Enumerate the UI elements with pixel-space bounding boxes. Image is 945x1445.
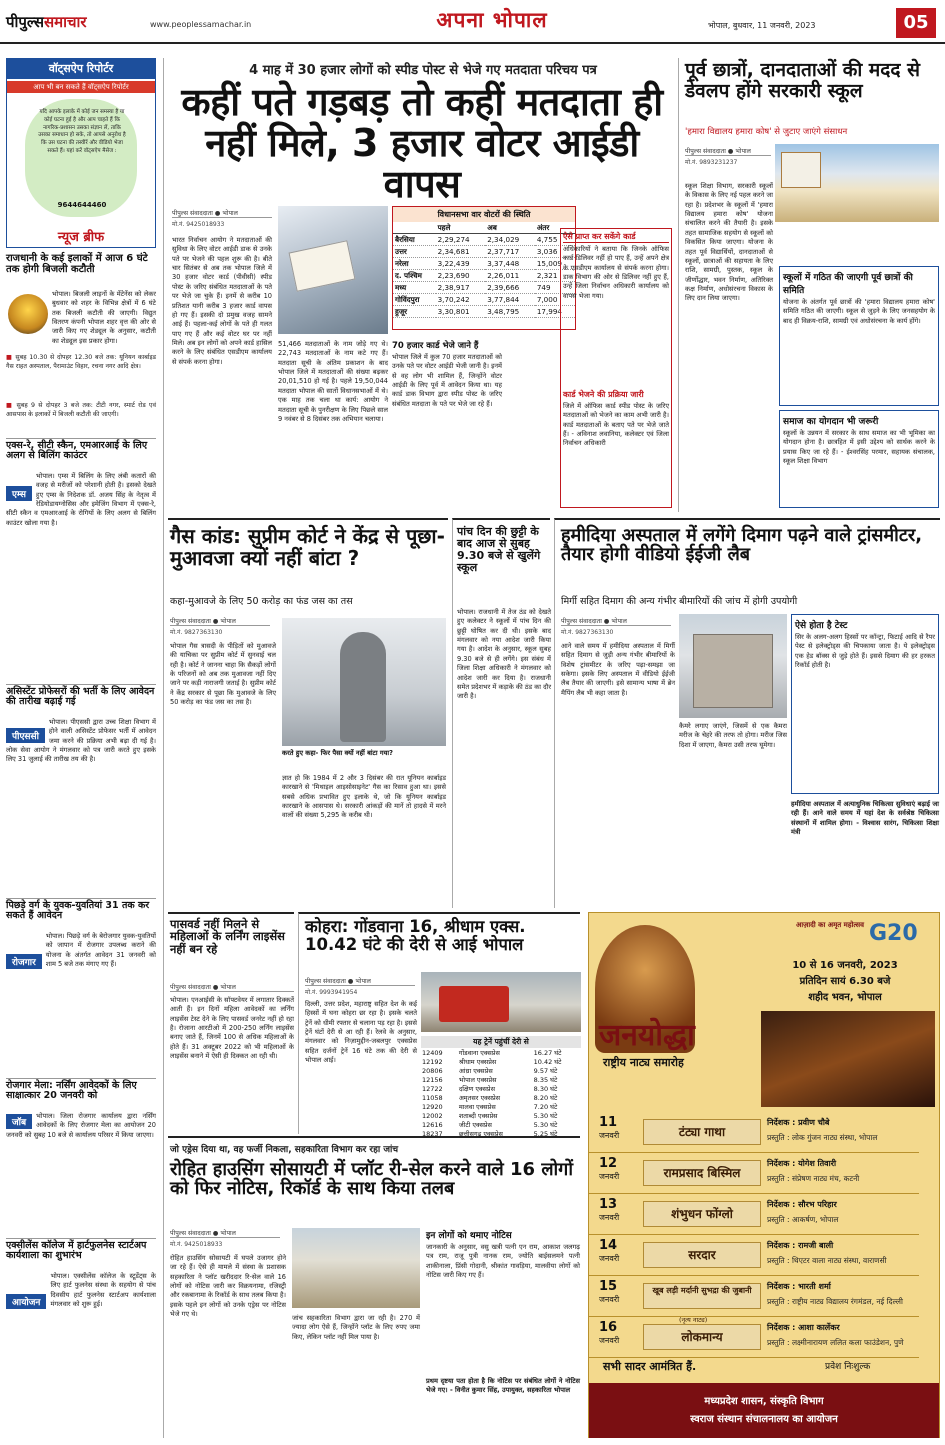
- school-body: स्कूल शिक्षा विभाग, सरकारी स्कूलों के विकास के लिए नई पहल करने जा रहा है। प्रदेशभर के स्कूलों में 'हमारा विद्यालय हमारा कोष' योजना संचालित करने की तैयारी है। इसके तहत सामाजिक सहयोग से स्कूलों को विकसित किया जाएगा। योजना के तहत पूर्व विद्यार्थियों, दानदाताओं से स्कूलों, छात्राओं की सहायता के लिए राशि, सामग्री, पुस्तक, स्कूल के जीर्णोद्धार, भवन निर्माण, अतिरिक्त कक्ष निर्माण, अधोसंरचना विकास के लिए दान लिया जाएगा।: [685, 182, 773, 303]
- poster-title: जनयोद्धा: [599, 1018, 695, 1053]
- play-day: 15: [599, 1279, 618, 1294]
- train-table-cell: छत्तीसगढ़ एक्सप्रेस: [458, 1130, 503, 1138]
- voter-table-cell: उत्तर: [393, 246, 436, 258]
- play-presenter: प्रस्तुति : लोक गुंजन नाट्य संस्था, भोपाल: [767, 1133, 878, 1142]
- play-date: [599, 1320, 639, 1346]
- voter-table-cell: 2,37,717: [485, 246, 535, 258]
- masthead-rule: [0, 42, 945, 44]
- play-title: सरदार: [643, 1242, 761, 1268]
- play-row: [589, 1277, 919, 1317]
- whatsapp-title: वॉट्सऐप रिपोर्टर: [7, 59, 155, 79]
- whatsapp-box: [6, 58, 156, 248]
- school-subhead: 'हमारा विद्यालय हमारा कोष' से जुटाए जाएंगे संसाधन: [685, 127, 848, 137]
- gas-headline: गैस कांड: सुप्रीम कोर्ट ने केंद्र से पूछा-मुआवजा क्यों नहीं बांटा ?: [170, 524, 445, 570]
- voter-table-cell: द. पश्चिम: [393, 270, 436, 282]
- vt-head-1: पहले: [436, 222, 486, 234]
- voter-table-row: [393, 258, 575, 270]
- brief3-body: भोपाल। पीएससी द्वारा उच्च शिक्षा विभाग में होने वाली असिस्टेंट प्रोफेसर भर्ती में आवेदन जमा करने की प्रक्रिया अभी बढ़ा दी गई है। लोक सेवा आयोग ने मंगलवार को पत्र जारी करते हुए इसके लिए 31 जुलाई की तारीख तय की है।: [6, 718, 156, 764]
- train-table-cell: शताब्दी एक्सप्रेस: [458, 1112, 498, 1120]
- voter-table-cell: 2,26,011: [485, 270, 535, 282]
- hamidia-quote: हमीदिया अस्पताल में अत्याधुनिक चिकित्सा सुविधाएं बढ़ाई जा रही हैं। आने वाले समय में यहां देश के सर्वश्रेष्ठ चिकित्सा संस्थानों में शामिल होगा। - विश्वास सारंग, चिकित्सा शिक्षा मंत्री: [791, 800, 939, 837]
- hamidia-story: [554, 518, 940, 908]
- vt-head-0: [393, 222, 436, 234]
- box-get-card-head: ऐसे प्राप्त कर सकेंगे कार्ड: [563, 231, 669, 243]
- hamidia-box-text: सिर के अलग-अलग हिस्सों पर कॉन्ट्रा, फिटाई आदि से रैपर पेस्ट से इलेक्ट्रोड्स की चिपकाया जाता है। ये इलेक्ट्रोड्स एक हेड बॉक्स से जुड़े होते हैं। इससे दिमाग की हर हरकत रिकॉर्ड होती है।: [795, 633, 935, 670]
- train-table-cell: श्रीधाम एक्सप्रेस: [458, 1058, 497, 1066]
- dateline: भोपाल, बुधवार, 11 जनवरी, 2023: [708, 21, 816, 30]
- play-date: [599, 1115, 639, 1141]
- play-director: निर्देशक : भारती शर्मा: [767, 1282, 831, 1291]
- fog-byline: पीपुल्स संवाददाता ● भोपाल: [305, 976, 415, 986]
- train-table-cell: 5.30 घंटे: [533, 1121, 558, 1129]
- play-director: निर्देशक : योगेश तिवारी: [767, 1159, 837, 1168]
- train-table-cell: 12409: [422, 1048, 443, 1057]
- school-story: [678, 58, 940, 512]
- voter-table-cell: 4,755: [535, 234, 575, 246]
- play-day: 12: [599, 1156, 618, 1171]
- voter-table-box: [392, 206, 576, 330]
- hamidia-box-head: ऐसे होता है टेस्ट: [795, 621, 848, 631]
- train-table-cell: 12002: [422, 1111, 443, 1120]
- vt-head-3: अंतर: [535, 222, 575, 234]
- schools-open-body: भोपाल। राजधानी में तेज ठंड को देखते हुए कलेक्टर ने स्कूलों में पांच दिन की छुट्टी घोषित कर दी थी। इसके बाद मंगलवार को नया आदेश जारी किया गया है। आदेश के अनुसार, स्कूल सुबह 9.30 बजे से ही लगेंगे। इस संबंध में जिला शिक्षा अधिकारी ने मंगलवार को आदेश जारी कर दिया है। राजधानी समेत प्रदेशभर में कड़ाके की ठंड का दौर जारी है।: [457, 608, 552, 701]
- train-table-cell: 12616: [422, 1120, 443, 1129]
- train-table-row: [421, 1084, 581, 1093]
- lead-kicker: 4 माह में 30 हजार लोगों को स्पीड पोस्ट से भेजे गए मतदाता परिचय पत्र: [249, 63, 597, 78]
- play-date: [599, 1156, 639, 1182]
- voter-table-row: [393, 282, 575, 294]
- lead-story: [168, 58, 673, 508]
- lead-headline: कहीं पते गड़बड़ तो कहीं मतदाता ही नहीं मिले, 3 हजार वोटर आईडी वापस: [181, 80, 663, 207]
- train-table-cell: 5.30 घंटे: [533, 1112, 558, 1120]
- gas-story: [168, 518, 448, 908]
- poster-org-1: मध्यप्रदेश शासन, संस्कृति विभाग: [704, 1396, 824, 1407]
- hamidia-mobile: मो.नं. 9827363130: [561, 629, 614, 636]
- voter-table-cell: 2,34,029: [485, 234, 535, 246]
- housing-photo: [292, 1228, 420, 1308]
- play-presenter: प्रस्तुति : लक्ष्मीनारायण ललित कला फाउंडेशन, पुणे: [767, 1338, 904, 1347]
- train-table: [421, 1048, 581, 1138]
- brief2-headline: एक्स-रे, सीटी स्कैन, एमआरआई के लिए अलग से बिलिंग काउंटर: [6, 438, 156, 468]
- license-byline: पीपुल्स संवाददाता ● भोपाल: [170, 982, 294, 992]
- play-row: [589, 1318, 919, 1358]
- hamidia-subhead: मिर्गी सहित दिमाग की अन्य गंभीर बीमारियों की जांच में होगी उपयोगी: [561, 596, 798, 607]
- voter-table-cell: 3,22,439: [436, 258, 486, 270]
- train-table-cell: 5.25 घंटे: [533, 1130, 558, 1138]
- voter-table-cell: गोविंदपुरा: [393, 294, 436, 306]
- box-70k-text: भोपाल जिले में कुल 70 हजार मतदाताओं को उनके पते पर वोटर आईडी भेजी जानी है। इनमें से वह लोग भी शामिल हैं, जिन्होंने वोटर आईडी के लिए पूर्व में आवेदन किया था। यह कार्ड डाक विभाग द्वारा स्पीड पोस्ट के जरिए संबंधित मतदाता के पते पर भेजे जा रहे हैं।: [392, 353, 502, 408]
- fog-mobile: मो.नं. 9993941954: [305, 989, 358, 996]
- housing-notice-text: जानकारी के अनुसार, वसु खत्री पत्नी एन राम, आकाश जलगढ़ पत्र राम, राजू पुत्री नानक राम, ज्योति बाईसलमने पत्नी शाकीनाला, प्रिंसी गोदानी, श्रीकांत गावड़िया, मालवीया लोगों को नोटिस जारी किए गए हैं।: [426, 1243, 580, 1280]
- brief5-label: जॉब: [6, 1114, 32, 1129]
- play-month: जनवरी: [599, 1131, 620, 1140]
- play-date: [599, 1238, 639, 1264]
- train-table-cell: 9.57 घंटे: [533, 1067, 558, 1075]
- brief6-headline: एक्सीलेंस कॉलेज में हार्टफुलनेस स्टार्टअप कार्यशाला का शुभारंभ: [6, 1238, 156, 1268]
- brief4-label: रोजगार: [6, 954, 42, 969]
- train-table-cell: 20806: [422, 1066, 443, 1075]
- train-table-cell: 8.35 घंटे: [533, 1076, 558, 1084]
- play-note: (नृत्य नाट्य): [679, 1316, 708, 1324]
- gas-statue-photo: [282, 618, 446, 746]
- train-table-cell: 12192: [422, 1057, 443, 1066]
- section-title: अपना भोपाल: [436, 7, 548, 32]
- masthead-logo[interactable]: [6, 12, 136, 36]
- train-table-row: [421, 1102, 581, 1111]
- play-title: रामप्रसाद बिस्मिल: [643, 1160, 761, 1186]
- poster-dates: 10 से 16 जनवरी, 2023: [792, 960, 898, 971]
- brief4-body-wrap: [6, 932, 156, 1006]
- train-table-row: [421, 1048, 581, 1057]
- box-70k-head: 70 हजार कार्ड भेजे जाने हैं: [392, 341, 479, 351]
- voter-table-body: [393, 234, 575, 318]
- whatsapp-subtitle: आप भी बन सकते हैं वॉट्सऐप रिपोर्टर: [7, 81, 155, 93]
- housing-mobile: मो.नं. 9425018933: [170, 1241, 223, 1248]
- gas-subhead: कहा-मुआवजे के लिए 50 करोड़ का फंड जस का तस: [170, 596, 353, 607]
- hospital-photo: [679, 614, 787, 718]
- schools-open-headline: पांच दिन की छुट्टी के बाद आज से सुबह 9.30 बजे से खुलेंगे स्कूल: [457, 525, 541, 574]
- train-table-row: [421, 1111, 581, 1120]
- housing-headline: रोहित हाउसिंग सोसायटी में प्लॉट री-सेल करने वाले 16 लोगों को फिर नोटिस, रिकॉर्ड के साथ किया तलब: [170, 1159, 573, 1200]
- voter-table-cell: 2,39,666: [485, 282, 535, 294]
- train-table-cell: अमृतसर एक्सप्रेस: [458, 1094, 501, 1102]
- play-day: 13: [599, 1197, 618, 1212]
- brief6-label: आयोजन: [6, 1294, 46, 1309]
- schools-open-story: [452, 518, 550, 908]
- school-box2-text: स्कूलों के उन्नयन में सरकार के साथ समाज का भी भूमिका का योगदान होना है। छात्रहित में इसी उद्देश्य को सार्थक करने के प्रयास किए जा रहे हैं। - ईश्वरसिंह परमार, सहायक संचालक, स्कूल शिक्षा विभाग: [783, 429, 935, 466]
- play-schedule: [589, 1113, 941, 1359]
- logo-part-a: पीपुल्स: [6, 13, 45, 31]
- train-table-cell: आंध्रा एक्सप्रेस: [458, 1067, 493, 1075]
- play-title: शंभुधन फोंग्लो: [643, 1201, 761, 1227]
- play-row: [589, 1195, 919, 1235]
- school-headline: पूर्व छात्रों, दानदाताओं की मदद से डेवलप होंगे सरकारी स्कूल: [685, 59, 920, 102]
- train-table-box: [421, 1036, 581, 1136]
- school-byline: पीपुल्स संवाददाता ● भोपाल: [685, 146, 771, 156]
- play-day: 11: [599, 1115, 618, 1130]
- box-get-card: [560, 228, 672, 508]
- play-month: जनवरी: [599, 1213, 620, 1222]
- voter-table-cell: बैरसिया: [393, 234, 436, 246]
- poster-time: प्रतिदिन सायं 6.30 बजे: [799, 976, 891, 987]
- play-director: निर्देशक : सौरभ परिहार: [767, 1200, 837, 1209]
- voter-table: [393, 222, 575, 318]
- lead-mobile: मो.नं. 9425018933: [172, 221, 225, 228]
- lead-col1: भारत निर्वाचन आयोग ने मतदाताओं की सुविधा के लिए वोटर आईडी डाक से उनके पते पर भेजने की पहल शुरू की है। बीते चार सितंबर से अब तक भोपाल जिले में 30 हजार वोटर कार्ड (पीवीसी) स्पीड पोस्ट के जरिए संबंधित मतदाताओं के पते पर भेजे जा चुके हैं। इनमें से करीब 10 प्रतिशत यानी करीब 3 हजार कार्ड वापस हो गए हैं। इसकी दो प्रमुख वजह सामने आई हैं। पहला-कई लोगों के पते ही गलत पाए गए हैं और कई वोटर घर पर नहीं मिले। अब इन लोगों को अपने कार्ड हासिल करने के लिए संबंधित एसडीएम कार्यालय से संपर्क करना होगा।: [172, 236, 272, 366]
- play-director: निर्देशक : रामजी बाली: [767, 1241, 834, 1250]
- train-table-cell: मालवा एक्सप्रेस: [458, 1103, 496, 1111]
- play-presenter: प्रस्तुति : आकर्षण, भोपाल: [767, 1215, 839, 1224]
- housing-note: प्रथम दृष्टया पता होता है कि नोटिस पर संबंधित लोगों ने नोटिस भेजे गए। - विनीत कुमार सिंह, उपायुक्त, सहकारिता भोपाल: [426, 1377, 580, 1395]
- brief6-body-wrap: [6, 1272, 156, 1346]
- poster-subtitle: राष्ट्रीय नाट्य समारोह: [603, 1056, 684, 1069]
- train-table-row: [421, 1066, 581, 1075]
- gas-caption: करते हुए कहा- फिर पैसा क्यों नहीं बांटा गया?: [282, 749, 393, 757]
- brief2-body-wrap: [6, 472, 156, 562]
- brief2-label: एम्स: [6, 486, 32, 501]
- statue-figure: [340, 632, 386, 742]
- school-building: [781, 152, 821, 188]
- play-date: [599, 1279, 639, 1305]
- play-title: खूब लड़ी मर्दानी सुभद्रा की जुबानी: [643, 1283, 761, 1309]
- train-table-cell: गोंडवाना एक्सप्रेस: [458, 1049, 500, 1057]
- voter-table-cell: 7,000: [535, 294, 575, 306]
- voter-table-row: [393, 270, 575, 282]
- voter-table-cell: 3,77,844: [485, 294, 535, 306]
- whatsapp-phone[interactable]: 9644644460: [57, 201, 107, 209]
- voter-table-cell: नरेला: [393, 258, 436, 270]
- train-table-row: [421, 1093, 581, 1102]
- page-number: 05: [896, 8, 936, 38]
- poster-free-entry: प्रवेश निःशुल्क: [825, 1362, 871, 1372]
- voter-table-cell: मध्य: [393, 282, 436, 294]
- brief3-label: पीएससी: [6, 728, 45, 743]
- g20-logo: G20: [869, 921, 918, 946]
- train-table-cell: भोपाल एक्सप्रेस: [458, 1076, 497, 1084]
- train-table-row: [421, 1057, 581, 1066]
- school-box-head: स्कूलों में गठित की जाएगी पूर्व छात्रों की समिति: [783, 273, 913, 296]
- fog-story: [298, 912, 580, 1138]
- play-director: निर्देशक : आशा कार्लेकर: [767, 1323, 840, 1332]
- poster-venue: शहीद भवन, भोपाल: [808, 992, 882, 1003]
- brief6-body: भोपाल। एक्सीलेंस कॉलेज के स्टूडेंट्स के लिए हार्ट फुलनेस संस्था के सहयोग से पांच दिवसीय हार्ट फुलनेस स्टार्टअप कार्यशाला मंगलवार को शुरू हुई।: [50, 1272, 156, 1309]
- gas-byline: पीपुल्स संवाददाता ● भोपाल: [170, 616, 270, 626]
- play-presenter: प्रस्तुति : संप्रेषण नाट्य मंच, कटनी: [767, 1174, 860, 1183]
- box-70k: [392, 340, 502, 508]
- train-table-body: [421, 1048, 581, 1138]
- brief2-body: भोपाल। एम्स में बिलिंग के लिए लंबी कतारों की वजह से मरीजों को परेशानी होती है। इसको देखते हुए एम्स के निदेशक डॉ. अजय सिंह के नेतृत्व में रेडियोडायग्नोसिस और इमेजिंग विभाग में एक्स-रे, सीटी स्कैन व एमआरआई के रोगियों के लिए अलग से बिलिंग काउंटर खोला गया है।: [6, 472, 156, 527]
- voter-table-cell: 2,23,690: [436, 270, 486, 282]
- brief4-body: भोपाल। पिछड़े वर्ग के बेरोजगार युवक-युवतियों को जापान में रोजगार उपलब्ध कराने की योजना के अंतर्गत आवेदन 31 जनवरी को शाम 5 बजे तक मंगाए गए हैं।: [45, 932, 156, 969]
- play-day: 16: [599, 1320, 618, 1335]
- bulb-icon: [8, 294, 48, 334]
- train-table-row: [421, 1075, 581, 1084]
- train-table-cell: 12156: [422, 1075, 443, 1084]
- vt-head-2: अब: [485, 222, 535, 234]
- voter-id-photo: [278, 206, 388, 334]
- lead-col2: 51,466 मतदाताओं के नाम जोड़े गए थे। 22,743 मतदाताओं के नाम कटे गए हैं। मतदाता सूची के अंतिम प्रकाशन के बाद भोपाल जिले में मतदाताओं की संख्या बढ़कर 20,01,510 हो गई है। पहले 19,50,044 मतदाता भोपाल की सातों विधानसभाओं में थे। एक माह तक चला था कार्य: आयोग ने मतदाता सूची के पुनरीक्षण के लिए पिछले साल 9 नवंबर से 8 दिसंबर तक अभियान चलाया।: [278, 340, 388, 423]
- voter-table-cell: 3,30,801: [436, 306, 486, 318]
- hamidia-test-box: [791, 614, 939, 794]
- train-table-cell: जीटी एक्सप्रेस: [458, 1121, 492, 1129]
- train-table-cell: 8.20 घंटे: [533, 1094, 558, 1102]
- housing-byline: पीपुल्स संवाददाता ● भोपाल: [170, 1228, 280, 1238]
- train-table-cell: 12722: [422, 1084, 443, 1093]
- sidebar: [6, 58, 164, 1438]
- play-day: 14: [599, 1238, 618, 1253]
- poster-invite: सभी सादर आमंत्रित हैं.: [603, 1360, 697, 1373]
- play-row: [589, 1154, 919, 1194]
- stage-photo: [761, 1011, 935, 1107]
- train-table-cell: 18237: [422, 1129, 443, 1138]
- play-month: जनवरी: [599, 1295, 620, 1304]
- hospital-building: [693, 634, 773, 708]
- hamidia-body: आने वाले समय में हमीदिया अस्पताल में मिर्गी सहित दिमाग से जुड़ी अन्य गंभीर बीमारियों के विशेष ट्रांसमीटर के जरिए पढ़ा-समझा जा सकेगा। इसके लिए अस्पताल में वीडियो ईईजी लैब तैयार की जाएगी। इसे सामान्य भाषा में ब्रेन मैपिंग लैब भी कहा जाता है।: [561, 642, 675, 697]
- school-box2: [779, 410, 939, 508]
- website-url[interactable]: www.peoplessamachar.in: [150, 20, 252, 29]
- train-table-cell: 8.30 घंटे: [533, 1085, 558, 1093]
- voter-table-row: [393, 294, 575, 306]
- school-box-text: योजना के अंतर्गत पूर्व छात्रों की 'हमारा विद्यालय हमारा कोष' समिति गठित की जाएगी। स्कूल से जुड़ने के लिए जनसहयोग के बाद ही विक्रय-राशि, सामग्री एवं अधोसंरचना के कार्य होंगे।: [783, 298, 935, 325]
- play-month: जनवरी: [599, 1172, 620, 1181]
- train-table-cell: 10.42 घंटे: [533, 1058, 562, 1066]
- hamidia-byline: पीपुल्स संवाददाता ● भोपाल: [561, 616, 671, 626]
- janyoddha-poster: [588, 912, 940, 1438]
- brief1-headline: राजधानी के कई इलाकों में आज 6 घंटे तक होगी बिजली कटौती: [6, 253, 148, 275]
- housing-story: [168, 1136, 580, 1438]
- train-table-cell: दक्षिण एक्सप्रेस: [458, 1085, 495, 1093]
- voter-table-row: [393, 246, 575, 258]
- voter-card: [288, 240, 355, 292]
- housing-body: रोहित हाउसिंग सोसायटी में घपले उजागर होने जा रहे हैं। ऐसे ही मामले में संस्था के प्रशासक सहकारिता ने प्लॉट खरीददार रि-सेल वाले 16 लोगों को नोटिस जारी कर विक्रयनामा, रजिस्ट्री और रकबानामा के रिकॉर्ड के साथ तलब किया है। इसके पहले इन लोगों को उनके एड्रेस पर नोटिस भेजे गए थे।: [170, 1254, 286, 1319]
- voter-table-cell: 3,48,795: [485, 306, 535, 318]
- school-box2-head: समाज का योगदान भी जरूरी: [783, 417, 879, 427]
- play-title: लोकमान्य: [643, 1324, 761, 1350]
- brief5-body: भोपाल। जिला रोजगार कार्यालय द्वारा नर्सिंग आवेदकों के लिए रोजगार मेला का आयोजन 20 जनवरी को सुबह 10 बजे से कार्यालय परिसर में किया जाएगा।: [6, 1112, 156, 1139]
- gas-body: भोपाल गैस त्रासदी के पीड़ितों को मुआवजे की याचिका पर सुप्रीम कोर्ट में सुनवाई चल रही है। कोर्ट ने जानना चाहा कि सैकड़ों लोगों के परिजनों को अब तक मुआवजा नहीं दिए जाने पर कड़ी नाराजगी जताई है। सुप्रीम कोर्ट ने केंद्र सरकार से पूछा कि मुआवजे के लिए 50 करोड़ का फंड जस का तस है।: [170, 642, 276, 707]
- voter-table-cell: 17,994: [535, 306, 575, 318]
- azadi-badge: आज़ादी का अमृत महोत्सव: [795, 921, 865, 929]
- voter-table-cell: 2,29,274: [436, 234, 486, 246]
- voter-table-cell: 3,37,448: [485, 258, 535, 270]
- play-row: [589, 1113, 919, 1153]
- whatsapp-text: यदि आपके इलाके में कोई जन समस्या है या कोई घटना हुई है और आप चाहते हैं कि नागरिक-प्रशासन उसका संज्ञान लें, ताकि उसका समाधान हो सके, तो आपसे अनुरोध है कि उस घटना की तस्वीरें और वीडियो भेजा सकते हैं। यहां करें वॉट्सऐप मैसेज :: [38, 109, 126, 155]
- housing-kicker: जो एड्रेस दिया था, वह फर्जी निकला, सहकारिता विभाग कर रहा जांच: [170, 1145, 399, 1155]
- voter-table-cell: 2,34,681: [436, 246, 486, 258]
- masthead: [0, 0, 945, 44]
- voter-table-cell: 749: [535, 282, 575, 294]
- box-get-card-text: अधिकारियों ने बताया कि जिनके ऑफिस कार्ड डिलिवर नहीं हो पाए हैं, उन्हें अपने क्षेत्र के एसडीएम कार्यालय से संपर्क करना होगा। डाक विभाग की ओर से डिलिवर नहीं हुए हैं, उन्हें जिला निर्वाचन अधिकारी कार्यालय को वापस भेजा गया।: [563, 245, 669, 300]
- school-mobile: मो.नं. 9893231237: [685, 159, 738, 166]
- play-title: टंट्या गाथा: [643, 1119, 761, 1145]
- hamidia-body-2: कैमरे लगाए जाएंगे, जिसमें से एक कैमरा मरीज के चेहरे की तरफ तो होगा। मरीज जिस दिशा में जाएगा, कैमरा उसी तरफ घूमेगा।: [679, 722, 787, 749]
- voter-table-row: [393, 306, 575, 318]
- poster-org-2: स्वराज संस्थान संचालनालय का आयोजन: [690, 1414, 838, 1425]
- license-body: भोपाल। एनआईसी के सॉफ्टवेयर में लगातार दिक्कतें आती हैं। इन दिनों महिला आवेदकों का लर्निंग लाइसेंस टेस्ट देने के लिए पासवर्ड जनरेट नहीं हो रहा है। रोजाना आरटीओ में 200-250 लर्निंग लाइसेंस बनाए जाते हैं, जिनमें 100 से अधिक महिलाओं के होते हैं। 31 अक्टूबर 2022 को भी महिलाओं के लाइसेंस बनाने में ऐसी ही दिक्कत आ रही थी।: [170, 996, 294, 1061]
- brief3-body-wrap: [6, 718, 156, 808]
- play-director: निर्देशक : प्रवीण चौबे: [767, 1118, 830, 1127]
- fog-body: दिल्ली, उत्तर प्रदेश, महाराष्ट्र सहित देश के कई हिस्सों में घना कोहरा छा रहा है। इसके चलते ट्रेनें को धीमी रफ्तार से चलाना पड़ रहा है। इससे ट्रेनें घंटों देरी से आ रही हैं। रेलवे के अनुसार, मंगलवार को निज़ामुद्दीन-जबलपुर एक्सप्रेस सहित दर्जनों ट्रेनें 16 घंटे तक की देरी से भोपाल आई।: [305, 1000, 417, 1065]
- brief1-bullet-2: ■ सुबह 9 से दोपहर 3 बजे तक: टीटी नगर, स्मार्ट रोड एवं आसपास के इलाकों में बिजली कटौती की जाएगी।: [6, 402, 156, 430]
- train-table-cell: 7.20 घंटे: [533, 1103, 558, 1111]
- voter-table-cell: 15,009: [535, 258, 575, 270]
- hamidia-headline: हमीदिया अस्पताल में लगेंगे दिमाग पढ़ने वाले ट्रांसमीटर, तैयार होगी वीडियो ईईजी लैब: [561, 525, 923, 566]
- play-row: [589, 1236, 919, 1276]
- play-presenter: प्रस्तुति : थिएटर वाला नाट्य संस्था, वाराणसी: [767, 1256, 887, 1265]
- voter-table-cell: 3,70,242: [436, 294, 486, 306]
- voter-table-row: [393, 234, 575, 246]
- housing-body-2: जांच सहकारिता विभाग द्वारा जा रही है। 270 में ज्यादा लोग ऐसे हैं, जिन्होंने प्लॉट के लिए रुपए जमा किए, लेकिन प्लॉट नहीं मिल पाया है।: [292, 1314, 420, 1341]
- housing-notice-head: इन लोगों को थमाए नोटिस: [426, 1231, 512, 1241]
- voter-table-title: विधानसभा वार वोटरों की स्थिति: [393, 207, 575, 222]
- train-table-row: [421, 1120, 581, 1129]
- train-table-title: यह ट्रेनें पहुंचीं देरी से: [421, 1036, 581, 1048]
- gas-body-2: ज्ञात हो कि 1984 में 2 और 3 दिसंबर की रात यूनियन कार्बाइड कारखाने से 'मिथाइल आइसोसाइनेट' गैस का रिसाव हुआ था। इससे सबसे अधिक प्रभावित हुए इलाके थे, जो कि यूनियन कार्बाइड कारखाने के आसपास थे। सरकारी आंकड़ों की मानें तो हादसे में मरने वालों की संख्या 5,295 के करीब थी।: [282, 774, 446, 820]
- housing-notice-box: [426, 1228, 580, 1438]
- lead-byline: पीपुल्स संवाददाता ● भोपाल: [172, 208, 272, 218]
- brief5-body-wrap: [6, 1112, 156, 1186]
- fog-headline: कोहरा: गोंडवाना 16, श्रीधाम एक्स. 10.42 घंटे की देरी से आई भोपाल: [305, 917, 526, 954]
- poster-footer: [589, 1383, 939, 1438]
- play-presenter: प्रस्तुति : राष्ट्रीय नाट्य विद्यालय रंगमंडल, नई दिल्ली: [767, 1297, 903, 1306]
- voter-table-cell: 2,321: [535, 270, 575, 282]
- voter-table-cell: 2,38,917: [436, 282, 486, 294]
- train-engine: [439, 986, 509, 1022]
- logo-part-b: समाचार: [44, 13, 87, 31]
- play-date: [599, 1197, 639, 1223]
- license-headline: पासवर्ड नहीं मिलने से महिलाओं के लर्निंग लाइसेंस नहीं बन रहे: [170, 917, 285, 956]
- brief1-bullet-1: ■ सुबह 10.30 से दोपहर 12.30 बजे तक: यूनियन कार्बाइड गैस राहत अस्पताल, पैरामाउंट विहार, रचना नगर आदि क्षेत्र।: [6, 354, 156, 400]
- voter-table-cell: हुजूर: [393, 306, 436, 318]
- brief4-headline: पिछड़े वर्ग के युवक-युवतियां 31 तक कर सकते हैं आवेदन: [6, 898, 156, 928]
- school-photo: [775, 144, 939, 222]
- train-photo: [421, 972, 581, 1032]
- gas-mobile: मो.नं. 9827363130: [170, 629, 223, 636]
- school-box: [779, 266, 939, 406]
- brief1-body: भोपाल। बिजली लाइनों के मेंटेनेंस को लेकर बुधवार को शहर के विभिन्न क्षेत्रों में 6 घंटे तक बिजली कटौती की जाएगी। विद्युत वितरण कंपनी भोपाल शहर वृत्त की ओर से जारी किए गए शेड्यूल के अनुसार, कटौती का शेड्यूल इस प्रकार होगा।: [52, 290, 156, 345]
- play-month: जनवरी: [599, 1336, 620, 1345]
- box-process-head: कार्ड भेजने की प्रक्रिया जारी: [563, 390, 644, 399]
- train-table-cell: 12920: [422, 1102, 443, 1111]
- train-table-cell: 16.27 घंटे: [533, 1049, 562, 1057]
- voter-table-cell: 3,036: [535, 246, 575, 258]
- play-month: जनवरी: [599, 1254, 620, 1263]
- news-brief-label: न्यूज ब्रीफ: [57, 230, 105, 245]
- brief5-headline: रोजगार मेला: नर्सिंग आवेदकों के लिए साक्षात्कार 20 जनवरी को: [6, 1078, 156, 1108]
- brief3-headline: असिस्टेंट प्रोफेसरों की भर्ती के लिए आवेदन की तारीख बढ़ाई गई: [6, 684, 156, 714]
- train-table-cell: 11058: [422, 1093, 443, 1102]
- box-process-text: जिले में ऑफिस कार्ड स्पीड पोस्ट के जरिए मतदाताओं को भेजने का काम अभी जारी है। कार्ड मतदाताओं के बताए पते पर भेजे जाते हैं। - अविनाश लवानिया, कलेक्टर एवं जिला निर्वाचन अधिकारी: [563, 402, 669, 448]
